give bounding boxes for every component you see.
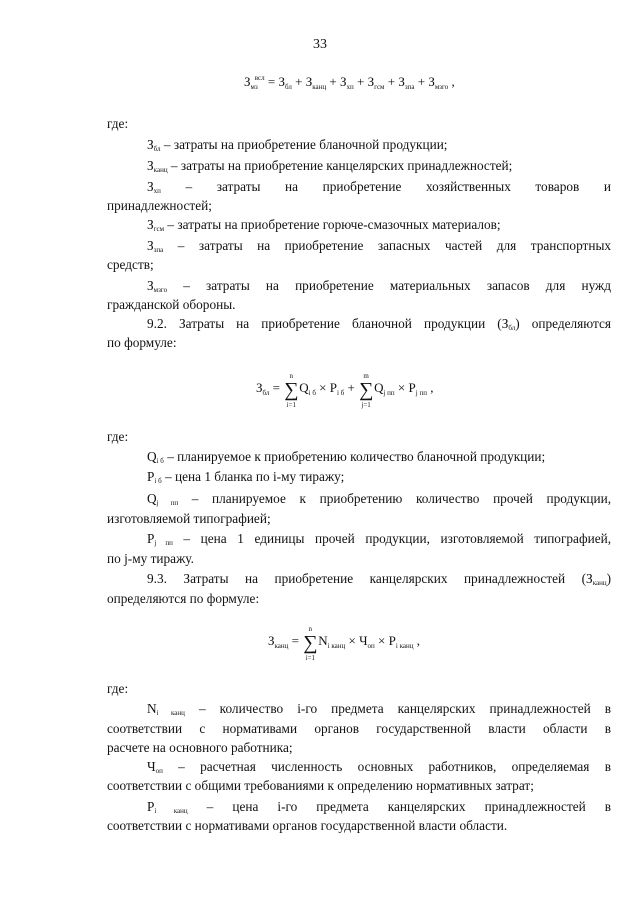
sum-symbol: ∑ n i=1: [284, 372, 299, 409]
definition-continuation: расчете на основного работника;: [107, 740, 293, 755]
definition-continuation: изготовляемой типографией;: [107, 511, 271, 526]
definition-continuation: гражданской обороны.: [107, 297, 236, 312]
definition-line-justified: $N_{i канц}$ – количество i-го предмета канцелярских принадлежностей в: [147, 701, 612, 717]
definition-line: $З_{канц}$ – затраты на приобретение канцелярских принадлежностей;: [147, 158, 513, 174]
definition-line-justified: $P_{j пп}$ – цена 1 единицы прочей продукции, изготовляемой типографией,: [147, 531, 612, 547]
paragraph-9-2: 9.2. Затраты на приобретение бланочной продукции $(З_{бл})$ определяются: [147, 316, 612, 332]
paragraph-9-3: 9.3. Затраты на приобретение канцелярских принадлежностей $(З_{канц})$: [147, 571, 612, 587]
paragraph-continuation: по формуле:: [107, 335, 177, 350]
definition-line-justified: $Ч_{оп}$ – расчетная численность основных работников, определяемая в: [147, 759, 611, 775]
definition-continuation: средств;: [107, 257, 154, 272]
where-label: где:: [107, 429, 129, 444]
definition-line: $Q_{i б}$ – планируемое к приобретению количество бланочной продукции;: [147, 449, 546, 465]
definition-continuation: принадлежностей;: [107, 198, 212, 213]
definition-line-justified: $З_{хп}$ – затраты на приобретение хозяйственных товаров и: [147, 179, 611, 195]
where-label: где:: [107, 681, 129, 696]
definition-continuation: соответствии с нормативами органов государственной власти области.: [107, 818, 508, 833]
definition-line-justified: $З_{зпа}$ – затраты на приобретение запасных частей для транспортных: [147, 238, 612, 254]
definition-line-justified: $P_{i канц}$ – цена i-го предмета канцелярских принадлежностей в: [147, 799, 612, 815]
formula-stationery: $З_{канц}$ = ∑ n i=1 $N_{i канц} \times Ч_{оп} \times P_{i канц}$ ,: [268, 625, 420, 662]
definition-line-justified: $Q_{j пп}$ – планируемое к приобретению количество прочей продукции,: [147, 491, 612, 507]
definition-line: $З_{гсм}$ – затраты на приобретение горюче-смазочных материалов;: [147, 217, 501, 233]
definition-continuation: соответствии с общими требованиями к определению нормативных затрат;: [107, 778, 534, 793]
definition-line: $З_{бл}$ – затраты на приобретение бланочной продукции;: [147, 137, 448, 153]
sum-symbol: ∑ n i=1: [303, 625, 318, 662]
formula-total-materials: $З_{мз}^{всл} = З_{бл} + З_{канц} + З_{хп} + З_{гсм} + З_{зпа} + З_{мзго}$ ,: [244, 74, 455, 91]
definition-continuation-justified: соответствии с нормативами органов государственной власти области в: [107, 721, 611, 736]
where-label: где:: [107, 116, 129, 131]
definition-line: $P_{i б}$ – цена 1 бланка по i-му тиражу;: [147, 469, 345, 485]
page-number: 33: [313, 37, 327, 52]
definition-line-justified: $З_{мзго}$ – затраты на приобретение материальных запасов для нужд: [147, 278, 612, 294]
formula-blank-products: $З_{бл}$ = ∑ n i=1 $Q_{i б} \times P_{i б}$ + ∑ m j=1 $Q_{j пп} \times P_{j пп}$ ,: [256, 372, 434, 409]
sum-symbol: ∑ m j=1: [359, 372, 374, 409]
paragraph-continuation: определяются по формуле:: [107, 591, 260, 606]
definition-continuation: по j-му тиражу.: [107, 551, 194, 566]
